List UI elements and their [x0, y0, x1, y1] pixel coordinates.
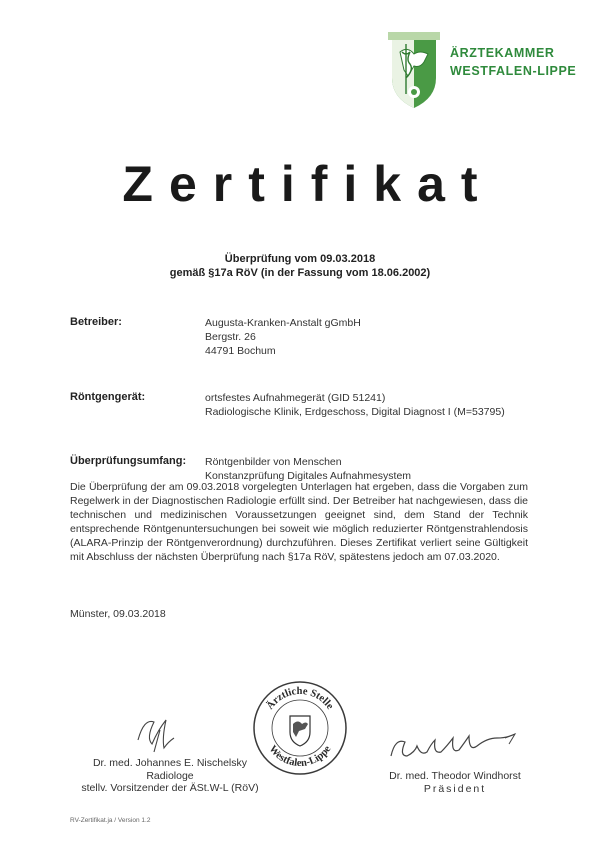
aerztekammer-logo: [388, 32, 440, 110]
signer-role-right: Präsident: [423, 782, 487, 795]
subtitle-line1: Überprüfung vom 09.03.2018: [224, 253, 376, 265]
certificate-body-text: Die Überprüfung der am 09.03.2018 vorgelegten Unterlagen hat ergeben, dass die Vorgaben zum Regelwerk in der Diagnostischen Radiologie erfüllt sind. Der Betreiber hat nachgewiesen, dass die technischen und medizinischen Voraussetzungen geeignet sind, dem Stand der Technik entsprechende Röntgenuntersuchungen bei soweit wie möglich reduzierter Röntgenstrahlendosis (ALARA-Prinzip der Röntgenverordnung) durchzuführen. Dieses Zertifikat verliert seine Gültigkeit mit Abschluss der nächsten Überprüfung nach §17a RöV, spätestens jedoch am 07.03.2020.: [70, 481, 528, 564]
document-title: Zertifikat: [122, 156, 494, 212]
betreiber-value: [205, 316, 361, 358]
betreiber-line: Bergstr. 26: [205, 331, 256, 343]
document-subtitle: [0, 252, 600, 280]
betreiber-line: 44791 Bochum: [205, 345, 276, 357]
signature-windhorst: [385, 730, 535, 768]
signature-nischelsky: [130, 710, 190, 760]
roentgengeraet-line: Radiologische Klinik, Erdgeschoss, Digital Diagnost I (M=53795): [205, 406, 505, 418]
signer-name-left: Dr. med. Johannes E. Nischelsky: [92, 757, 248, 769]
stamp-text-bottom: Westfalen-Lippe: [266, 743, 334, 770]
roentgengeraet-value: [205, 391, 505, 419]
umfang-line: Röntgenbilder von Menschen: [205, 456, 342, 468]
roentgengeraet-label: Röntgengerät:: [70, 391, 146, 403]
stamp-text-top: Ärztliche Stelle: [264, 685, 336, 712]
organization-name: [450, 44, 576, 80]
signature-block-left: [60, 757, 280, 795]
signer-name-right: Dr. med. Theodor Windhorst: [389, 770, 521, 782]
roentgengeraet-line: ortsfestes Aufnahmegerät (GID 51241): [205, 392, 386, 404]
betreiber-line: Augusta-Kranken-Anstalt gGmbH: [205, 317, 361, 329]
place-date: Münster, 09.03.2018: [70, 608, 166, 620]
umfang-value: [205, 455, 411, 483]
org-name-line2: WESTFALEN-LIPPE: [450, 64, 577, 78]
subtitle-line2: gemäß §17a RöV (in der Fassung vom 18.06.2002): [169, 267, 431, 279]
betreiber-label: Betreiber:: [70, 316, 122, 328]
umfang-label: Überprüfungsumfang:: [70, 455, 187, 467]
signer-role-left-2: stellv. Vorsitzender der ÄSt.W-L (RöV): [81, 782, 259, 794]
umfang-line: Konstanzprüfung Digitales Aufnahmesystem: [205, 470, 412, 482]
org-name-line1: ÄRZTEKAMMER: [450, 46, 555, 60]
signature-block-right: [370, 770, 540, 795]
footer-version: RV-Zertifikat.ja / Version 1.2: [70, 817, 151, 824]
signer-role-left: Radiologe: [146, 769, 194, 782]
